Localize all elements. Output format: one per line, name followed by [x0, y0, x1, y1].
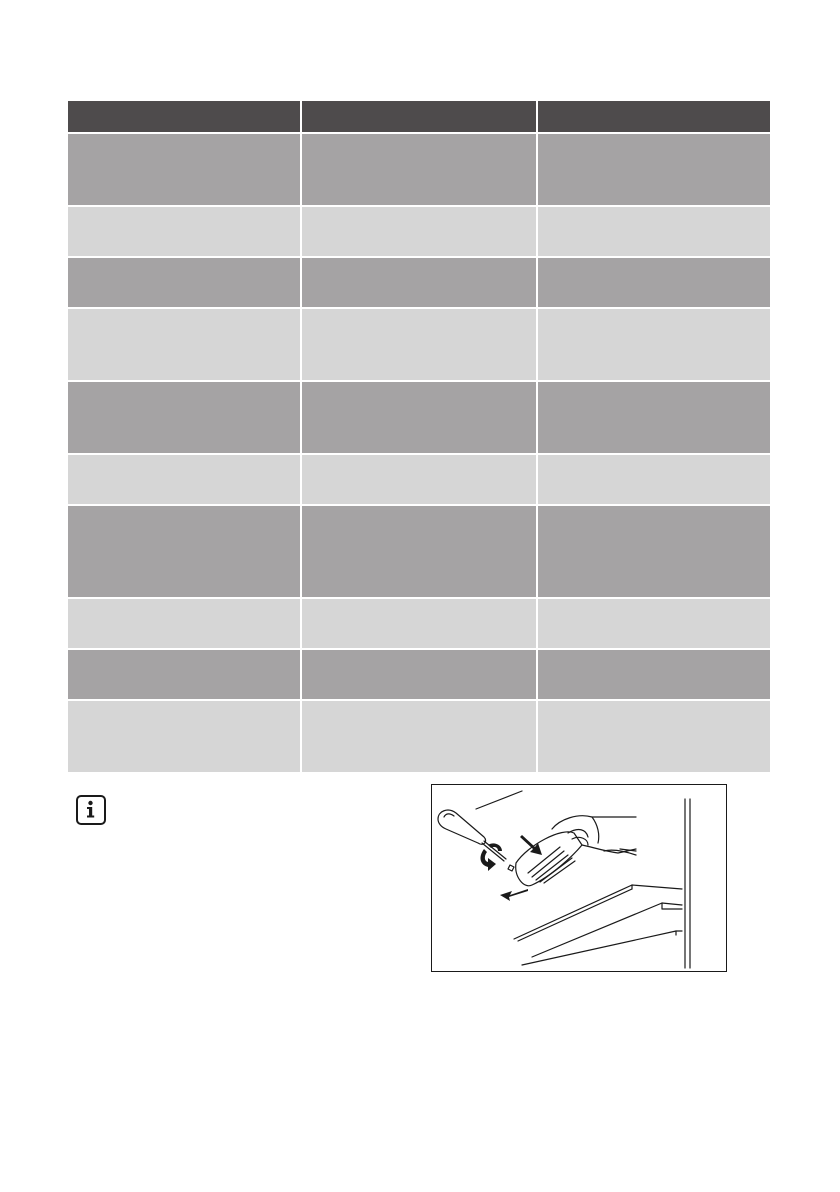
table-row — [68, 134, 770, 205]
table-cell — [68, 309, 300, 380]
table-cell — [68, 599, 300, 648]
table-row — [68, 455, 770, 504]
table-cell — [302, 207, 536, 256]
info-icon — [76, 795, 106, 825]
table-cell — [302, 258, 536, 307]
table-cell — [302, 506, 536, 597]
table-row — [68, 207, 770, 256]
table-cell — [538, 258, 770, 307]
table-cell — [302, 650, 536, 699]
table-header-cell — [68, 101, 300, 132]
table-header-cell — [302, 101, 536, 132]
table-row — [68, 650, 770, 699]
table-row — [68, 382, 770, 453]
table-header-row — [68, 101, 770, 132]
table-cell — [538, 207, 770, 256]
table-cell — [68, 207, 300, 256]
table-cell — [302, 701, 536, 772]
lamp-cover-removal-illustration — [431, 784, 727, 972]
troubleshooting-table — [68, 101, 770, 772]
table-cell — [302, 599, 536, 648]
table-cell — [68, 258, 300, 307]
table-header-cell — [538, 101, 770, 132]
table-cell — [68, 701, 300, 772]
table-cell — [302, 134, 536, 205]
table-cell — [538, 455, 770, 504]
table-cell — [68, 134, 300, 205]
table-cell — [538, 599, 770, 648]
table-cell — [538, 382, 770, 453]
table-cell — [302, 455, 536, 504]
table-cell — [302, 382, 536, 453]
table-cell — [68, 650, 300, 699]
table-cell — [538, 506, 770, 597]
table-row — [68, 599, 770, 648]
table-row — [68, 309, 770, 380]
table-cell — [538, 309, 770, 380]
table-cell — [68, 506, 300, 597]
table-cell — [538, 701, 770, 772]
table-cell — [302, 309, 536, 380]
table-row — [68, 258, 770, 307]
table-body — [68, 134, 770, 772]
table-cell — [68, 382, 300, 453]
table-cell — [68, 455, 300, 504]
table-cell — [538, 134, 770, 205]
table-row — [68, 701, 770, 772]
table-cell — [538, 650, 770, 699]
table-row — [68, 506, 770, 597]
